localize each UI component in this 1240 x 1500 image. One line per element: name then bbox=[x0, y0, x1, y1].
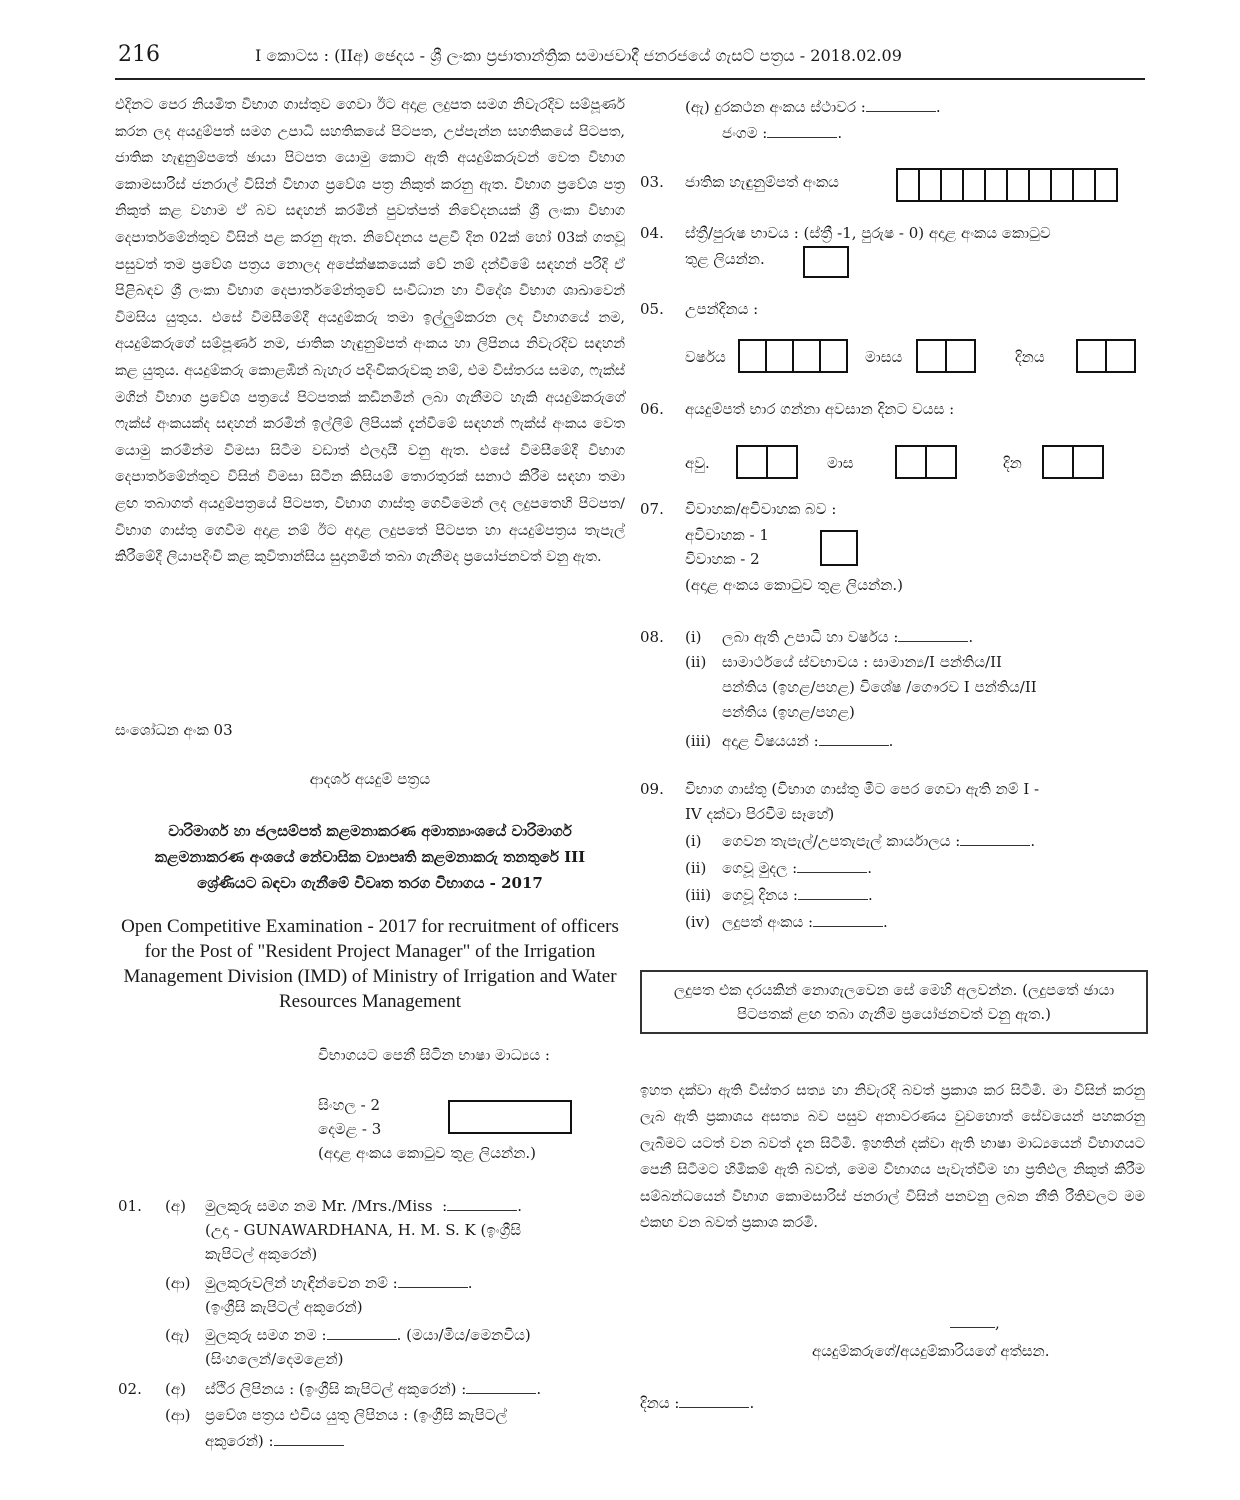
q01a-example: (උදා - GUNAWARDHANA, H. M. S. K (ඉංග්‍රීසි bbox=[205, 1221, 522, 1239]
q07-text: විවාහක/අවිවාහක බව : bbox=[685, 500, 837, 518]
q02a-marker: (අ) bbox=[165, 1380, 186, 1398]
q02c-mobile-line[interactable] bbox=[767, 137, 837, 138]
dob-month-boxes[interactable] bbox=[916, 339, 976, 373]
q08-ii-text: සාමාර්ථයේ ස්වභාවය : සාමාන්‍ය/I පන්තිය/II bbox=[722, 653, 1002, 671]
q09-text-cont: IV දක්වා පිරවීම සෑහේ) bbox=[685, 805, 835, 823]
q04-number: 04. bbox=[640, 224, 664, 242]
q09-i-label: ගෙවන තැපැල්/උපතැපැල් කාර්යාලය : . bbox=[722, 832, 1036, 850]
q01-number: 01. bbox=[118, 1197, 142, 1215]
gender-entry-box[interactable] bbox=[803, 246, 849, 278]
q01c-answer-line[interactable] bbox=[327, 1339, 397, 1340]
age-years-boxes[interactable] bbox=[736, 445, 798, 479]
marital-single: අවිවාහක - 1 bbox=[685, 526, 769, 544]
q09-ii-label: ගෙවූ මුදල : . bbox=[722, 859, 872, 877]
q09-iv-label: ලදුපත් අංකය : . bbox=[722, 913, 888, 931]
dob-day-label: දිනය bbox=[1015, 348, 1045, 366]
medium-entry-box[interactable] bbox=[448, 1100, 572, 1134]
q06-text: අයදුම්පත් භාර ගන්නා අවසාන දිනට වයස : bbox=[685, 400, 955, 418]
gazette-running-header: I කොටස : (IIඅ) ඡෙදය - ශ්‍රී ලංකා ප්‍රජාතාන්ත්‍රික සමාජවාදී ජනරජයේ ගැසට් පත්‍රය - 2018.02.09 bbox=[255, 46, 902, 65]
q08-i-marker: (i) bbox=[685, 628, 702, 646]
dob-year-label: වර්ෂය bbox=[685, 348, 726, 366]
q03-text: ජාතික හැඳුනුම්පත් අංකය bbox=[685, 173, 839, 191]
q05-number: 05. bbox=[640, 300, 664, 318]
q05-text: උපන්දිනය : bbox=[685, 300, 759, 318]
q02b-text-cont: අකුරෙන්) : bbox=[205, 1432, 274, 1450]
q08-ii-marker: (ii) bbox=[685, 653, 707, 671]
q02c-mobile-label: ජංගම : bbox=[722, 124, 768, 142]
q09-i-marker: (i) bbox=[685, 832, 702, 850]
q01a-answer-line[interactable] bbox=[447, 1210, 517, 1211]
q01a-marker: (අ) bbox=[165, 1197, 186, 1215]
q02a-answer-line[interactable] bbox=[466, 1393, 536, 1394]
q02c-label: (ඇ) දුරකථන අංකය ස්ථාවර : . bbox=[685, 98, 941, 116]
declaration-block bbox=[640, 1078, 1145, 1236]
page-number: 216 bbox=[118, 42, 160, 67]
signature-line[interactable]: , bbox=[950, 1310, 1000, 1336]
q01c-title-options: . (මයා/මිය/මෙනවිය) bbox=[396, 1326, 531, 1344]
q09-i-answer-line[interactable] bbox=[960, 845, 1030, 846]
q09-ii-marker: (ii) bbox=[685, 859, 707, 877]
nic-number-boxes[interactable] bbox=[896, 168, 1118, 202]
q09-iv-marker: (iv) bbox=[685, 913, 710, 931]
dob-year-boxes[interactable] bbox=[738, 339, 848, 373]
exam-medium-label: විභාගයට පෙනී සිටින භාෂා මාධ්‍යය : bbox=[318, 1046, 550, 1064]
q04-text: ස්ත්‍රී/පුරුෂ භාවය : (ස්ත්‍රී -1, පුරුෂ - 0) අදාළ අංකය කොටුව bbox=[685, 224, 1051, 242]
q01a-label: මුලකුරු සමග නම Mr. /Mrs./Miss : . bbox=[205, 1197, 522, 1215]
marital-married: විවාහක - 2 bbox=[685, 550, 760, 568]
date-answer-line[interactable] bbox=[679, 1407, 749, 1408]
q02b-label-cont bbox=[205, 1428, 344, 1454]
age-years-label: අවු. bbox=[685, 454, 710, 472]
english-exam-title: Open Competitive Examination - 2017 for recruitment of officers for the Post of "Resident Project Manager" of the Irrigation Management Division (IMD) of Ministry of Irrigation and Water Resources Management bbox=[121, 916, 619, 1012]
q03-number: 03. bbox=[640, 173, 664, 191]
model-form-title: ආදර්ශ අයදුම් පත්‍රය bbox=[309, 770, 431, 788]
age-days-label: දින bbox=[1003, 454, 1022, 472]
age-months-label: මාස bbox=[827, 454, 854, 472]
q09-ii-answer-line[interactable] bbox=[797, 872, 867, 873]
q01c-note: (සිංහලෙන්/දෙමළෙන්) bbox=[205, 1350, 344, 1368]
medium-tamil: දෙමළ - 3 bbox=[318, 1120, 382, 1138]
age-months-boxes[interactable] bbox=[895, 445, 957, 479]
q02c-landline-line[interactable] bbox=[866, 111, 936, 112]
header-rule bbox=[115, 78, 1145, 80]
q09-i-text: ගෙවන තැපැල්/උපතැපැල් කාර්යාලය : bbox=[722, 832, 961, 850]
q01c-marker: (ඇ) bbox=[165, 1326, 190, 1344]
q01c-label bbox=[205, 1322, 531, 1348]
q09-iv-answer-line[interactable] bbox=[813, 926, 883, 927]
q02a-text: ස්ථිර ලිපිනය : (ඉංග්‍රීසි කැපිටල් අකුරෙන්) : bbox=[205, 1380, 467, 1398]
q01a-example-cont: කැපිටල් අකුරෙන්) bbox=[205, 1245, 318, 1263]
q08-iii-answer-line[interactable] bbox=[819, 745, 889, 746]
q08-i-text: ලබා ඇති උපාධි හා වර්ෂය : bbox=[722, 628, 899, 646]
q04-text-cont: තුළ ලියන්න. bbox=[685, 250, 765, 268]
q08-iii-marker: (iii) bbox=[685, 732, 712, 750]
signature-label: අයදුම්කරුගේ/අයදුම්කාරියගේ අත්සන. bbox=[812, 1342, 1050, 1360]
date-label-row: දිනය : . bbox=[640, 1394, 755, 1412]
dob-day-boxes[interactable] bbox=[1076, 339, 1136, 373]
q02b-answer-line[interactable] bbox=[274, 1445, 344, 1446]
q08-ii-text-2: පන්තිය (ඉහළ/පහළ) විශේෂ /ගෞරව I පන්තිය/II bbox=[722, 678, 1037, 696]
date-label: දිනය : bbox=[640, 1394, 680, 1412]
declaration-paragraph: ඉහත දක්වා ඇති විස්තර සත්‍ය හා නිවැරදි බවත් ප්‍රකාශ කර සිටිමි. මා විසින් කරනු ලැබ ඇති ප්‍රකාශය අසත්‍ය බව පසුව අනාවරණය වුවහොත් සේවයෙන් පහකරනු ලැබීමට යටත් වන බවත් දැන සිටිමි. ඉහතින් දක්වා ඇති භාෂා මාධ්‍යයෙන් විභාගයට පෙනී සිටීමට හිමිකම් ඇති බවත්, මෙම විභාගය පැවැත්වීම හා ප්‍රතිඵල නිකුත් කිරීම සම්බන්ධයෙන් විභාග කොමසාරිස් ජනරාල් විසින් පනවනු ලබන නීති රීතිවලට මම එකඟ වන බවත් ප්‍රකාශ කරමි. bbox=[640, 1083, 1145, 1232]
q02b-marker: (ආ) bbox=[165, 1406, 191, 1424]
q01b-note: (ඉංග්‍රීසි කැපිටල් අකුරෙන්) bbox=[205, 1298, 363, 1316]
instructions-paragraph: එදිනට පෙර නියමිත විභාග ගාස්තුව ගෙවා ඊට අදාළ ලදුපත සමග නිවැරදිව සම්පූර්ණ කරන ලද අයදුම්පත් සමග උපාධි සහතිකයේ පිටපත, උප්පැන්න සහතිකයේ පිටපත, ජාතික හැඳුනුම්පතේ ඡායා පිටපත යොමු කොට ඇති අයදුම්කරුවන් වෙත විභාග කොමසාරිස් ජනරාල් විසින් විභාග ප්‍රවේශ පත්‍ර නිකුත් කරනු ඇත. විභාග ප්‍රවේශ පත්‍ර නිකුත් කළ වහාම ඒ බව සඳහන් කරමින් පුවත්පත් නිවේදනයක් ශ්‍රී ලංකා විභාග දෙපාර්තමේන්තුව විසින් පළ කරනු ඇත. නිවේදනය පළවී දින 02ක් හෝ 03ක් ගතවූ පසුවත් තම ප්‍රවේශ පත්‍රය නොලද අපේක්ෂකයෙක් වේ නම් දන්වීමේ සඳහන් පරිදි ඒ පිළිබඳව ශ්‍රී ලංකා විභාග දෙපාර්තමේන්තුවේ සංවිධාන හා විදේශ විභාග ශාඛාවෙන් විමසිය යුතුය. එසේ විමසීමේදී අයදුම්කරු තමා ඉල්ලුම්කරන ලද විභාගයේ නම, අයදුම්කරුගේ සම්පූර්ණ නම, ජාතික හැඳුනුම්පත් අංකය හා ලිපිනය නිවැරදිව සඳහන් කළ යුතුය. අයදුම්කරු කොළඹින් බැහැර පදිංචිකරුවකු නම්, එම විස්තරය සමග, ෆැක්ස් මගින් විභාග ප්‍රවේශ පත්‍රයේ පිටපතක් කඩිනමින් ලබා ගැනීමට හැකි අයදුම්කරුගේ ෆැක්ස් අංකයක්ද සඳහන් කරමින් ඉල්ලීම් ලිපියක් දැන්වීමේ සඳහන් ෆැක්ස් අංකය වෙත යොමු කරමින්ම විමසා සිටීම වඩාත් ඵලදායී වනු ඇත. එසේ විමසීමේදී විභාග දෙපාර්තමේන්තුව විසින් විමසා සිටින කිසියම් තොරතුරක් සනාථ කිරීම සඳහා තමා ළඟ තබාගත් අයදුම්පත්‍රයේ පිටපත, විභාග ගාස්තු ගෙවීමෙන් ලද ලදුපතෙහි පිටපත/විභාග ගාස්තු ගෙවීම අදාළ නම් ඊට අදාළ ලදුපතේ පිටපත හා අයදුම්පත්‍රය තැපැල් කිරීමේදී ලියාපදිංචි කළ කුවිතාන්සිය සුදානමින් තබා ගැනීමද ප්‍රයෝජනවත් වනු ඇත. bbox=[115, 97, 625, 566]
left-column bbox=[115, 92, 625, 571]
q02a-label: ස්ථිර ලිපිනය : (ඉංග්‍රීසි කැපිටල් අකුරෙන්) : . bbox=[205, 1380, 542, 1398]
marital-entry-box[interactable] bbox=[820, 530, 858, 566]
q09-iii-text: ගෙවූ දිනය : bbox=[722, 886, 798, 904]
q09-ii-text: ගෙවූ මුදල : bbox=[722, 859, 798, 877]
q02-number: 02. bbox=[118, 1380, 142, 1398]
q08-i-label: ලබා ඇති උපාධි හා වර්ෂය : . bbox=[722, 628, 974, 646]
medium-sinhala: සිංහල - 2 bbox=[318, 1096, 380, 1114]
q09-text: විභාග ගාස්තු (විභාග ගාස්තු මීට පෙර ගෙවා ඇති නම් I - bbox=[685, 780, 1040, 798]
receipt-paste-box[interactable]: ලදුපත එක දරයකින් නොගැලවෙන සේ මෙහි අලවන්න. (ලදුපතේ ඡායා පිටපතක් ළඟ තබා ගැනීම ප්‍රයෝජනවත් වනු ඇත.) bbox=[640, 970, 1148, 1034]
q02c-mobile: ජංගම : . bbox=[722, 124, 843, 142]
q01b-marker: (ආ) bbox=[165, 1274, 191, 1292]
q09-iii-label: ගෙවූ දිනය : . bbox=[722, 886, 873, 904]
q09-iii-marker: (iii) bbox=[685, 886, 712, 904]
q09-iv-text: ලදුපත් අංකය : bbox=[722, 913, 814, 931]
q02c-marker: (ඇ) bbox=[685, 98, 710, 116]
q08-iii-text: අදාළ විෂයයන් : bbox=[722, 732, 819, 750]
q01b-answer-line[interactable] bbox=[398, 1287, 468, 1288]
age-days-boxes[interactable] bbox=[1042, 445, 1104, 479]
q08-i-answer-line[interactable] bbox=[898, 641, 968, 642]
q07-number: 07. bbox=[640, 500, 664, 518]
q01a-text: මුලකුරු සමග නම Mr. /Mrs./Miss bbox=[205, 1197, 433, 1215]
amendment-number: සංශෝධන අංක 03 bbox=[115, 721, 233, 739]
q01b-label: මුලකුරුවලින් හැඳින්වෙන නම් : . bbox=[205, 1274, 473, 1292]
q02c-text: දුරකථන අංකය ස්ථාවර : bbox=[714, 98, 866, 116]
q01c-text: මුලකුරු සමග නම : bbox=[205, 1326, 327, 1344]
q01b-text: මුලකුරුවලින් හැඳින්වෙන නම් : bbox=[205, 1274, 398, 1292]
q06-number: 06. bbox=[640, 400, 664, 418]
dob-month-label: මාසය bbox=[865, 348, 903, 366]
q08-number: 08. bbox=[640, 628, 664, 646]
q02b-text: ප්‍රවේශ පත්‍රය එවිය යුතු ලිපිනය : (ඉංග්‍රීසි කැපිටල් bbox=[205, 1406, 507, 1424]
q07-note: (අදාළ අංකය කොටුව තුළ ලියන්න.) bbox=[685, 576, 904, 594]
sinhala-exam-title: වාරිමාර්ග හා ජලසම්පත් කළමනාකරණ අමාත්‍යාංශයේ වාරිමාර්ග කළමනාකරණ අංශයේ නේවාසික ව්‍යාපෘති කළමනාකරු තනතුරේ III ශ්‍රේණියට බඳවා ගැනීමේ විවෘත තරග විභාගය - 2017 bbox=[154, 822, 586, 892]
q09-iii-answer-line[interactable] bbox=[798, 899, 868, 900]
medium-note: (අදාළ අංකය කොටුව තුළ ලියන්න.) bbox=[318, 1144, 537, 1162]
q09-number: 09. bbox=[640, 780, 664, 798]
q08-iii-label: අදාළ විෂයයන් : . bbox=[722, 732, 894, 750]
q08-ii-text-3: පන්තිය (ඉහළ/පහළ) bbox=[722, 703, 855, 721]
